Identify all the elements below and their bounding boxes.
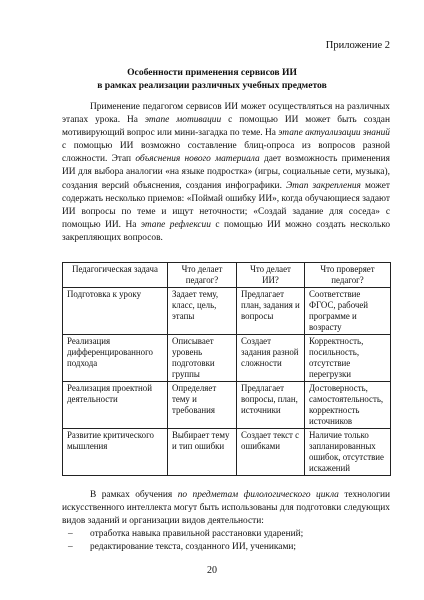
intro-emphasis-4: Этап закрепления — [286, 180, 361, 191]
table-header-cell: Педагогическая задача — [63, 263, 168, 288]
intro-emphasis-1: этапе мотивации — [144, 115, 222, 126]
ai-tasks-table — [62, 262, 391, 476]
intro-text-3: с помощью ИИ возможно составление блиц-опроса из вопросов разной сложности. Этап — [62, 141, 390, 165]
table-row — [63, 429, 391, 476]
outro-paragraph — [62, 489, 390, 528]
intro-text-4: дает возможность применения ИИ для выбора аналогии «на языке подростка» (игры, социальные сети, музыка), создания версий объяснения, создания инфографики. — [62, 154, 390, 191]
intro-text-2: с помощью ИИ может быть создан мотивирующий вопрос или мини-загадка по теме. На — [62, 115, 390, 139]
table-row — [63, 288, 391, 335]
title-line-2: в рамках реализации различных учебных предметов — [97, 80, 327, 91]
intro-text-1: Применение педагогом сервисов ИИ может осуществляться на различных этапах урока. На — [62, 102, 390, 126]
outro-emphasis-1: по предметам филологического цикла — [177, 490, 339, 500]
table-cell: Развитие критического мышления — [63, 429, 168, 476]
outro-text-1: В рамках обучения — [90, 490, 178, 500]
list-item-text: отработка навыка правильной расстановки ударений; — [90, 529, 304, 539]
title-line-1: Особенности применения сервисов ИИ — [127, 67, 297, 78]
table-cell: Определяет тему и требования — [168, 382, 237, 429]
table-cell: Предлагает вопросы, план, источники — [237, 382, 305, 429]
table-row — [63, 335, 391, 382]
intro-text-5: может содержать несколько приемов: «Поймай ошибку ИИ», когда обучающиеся задают ИИ вопросы по теме и ищут неточности; «Создай задание для соседа» с помощью ИИ. На — [62, 180, 390, 230]
table-cell: Предлагает план, задания и вопросы — [237, 288, 305, 335]
table-cell: Реализация дифференцированного подхода — [63, 335, 168, 382]
table-row — [63, 382, 391, 429]
table-cell: Описывает уровень подготовки группы — [168, 335, 237, 382]
table-header-cell: Что проверяет педагог? — [305, 263, 391, 288]
table-cell: Создает задания разной сложности — [237, 335, 305, 382]
bullet-list — [62, 528, 390, 554]
outro-text-2: технологии искусственного интеллекта могут быть использованы для подготовки следующих видов заданий и организации видов деятельности: — [62, 490, 390, 527]
table-cell: Задает тему, класс, цель, этапы — [168, 288, 237, 335]
intro-text-6: с помощью ИИ можно создать несколько закрепляющих вопросов. — [62, 219, 391, 243]
table-cell: Корректность, посильность, отсутствие перегрузки — [305, 335, 391, 382]
intro-emphasis-2: этапе актуализации знаний — [278, 128, 390, 139]
table-cell: Достоверность, самостоятельность, корректность источников — [305, 382, 391, 429]
table-cell: Реализация проектной деятельности — [63, 382, 168, 429]
list-item — [62, 528, 390, 541]
table-cell: Выбирает тему и тип ошибки — [168, 429, 237, 476]
intro-text — [62, 101, 390, 245]
list-item — [62, 541, 390, 554]
table-header-cell: Что делает ИИ? — [237, 263, 305, 288]
table-cell: Создает текст с ошибками — [237, 429, 305, 476]
table-cell: Наличие только запланированных ошибок, отсутствие искажений — [305, 429, 391, 476]
outro-text — [62, 489, 390, 528]
table-header-cell: Что делает педагог? — [168, 263, 237, 288]
appendix-label: Приложение 2 — [325, 40, 390, 51]
table-header-row — [63, 263, 391, 288]
intro-emphasis-3: объяснения нового материала — [135, 154, 260, 165]
page-number: 20 — [207, 565, 217, 576]
table-cell: Соответствие ФГОС, рабочей программе и возрасту — [305, 288, 391, 335]
list-item-text: редактирование текста, созданного ИИ, учениками; — [90, 542, 297, 553]
dash-marker: – — [68, 542, 73, 553]
table-cell: Подготовка к уроку — [63, 288, 168, 335]
intro-paragraph — [62, 101, 390, 245]
dash-marker: – — [68, 529, 73, 539]
document-title — [0, 66, 424, 92]
intro-emphasis-5: этапе рефлексии — [140, 219, 211, 230]
